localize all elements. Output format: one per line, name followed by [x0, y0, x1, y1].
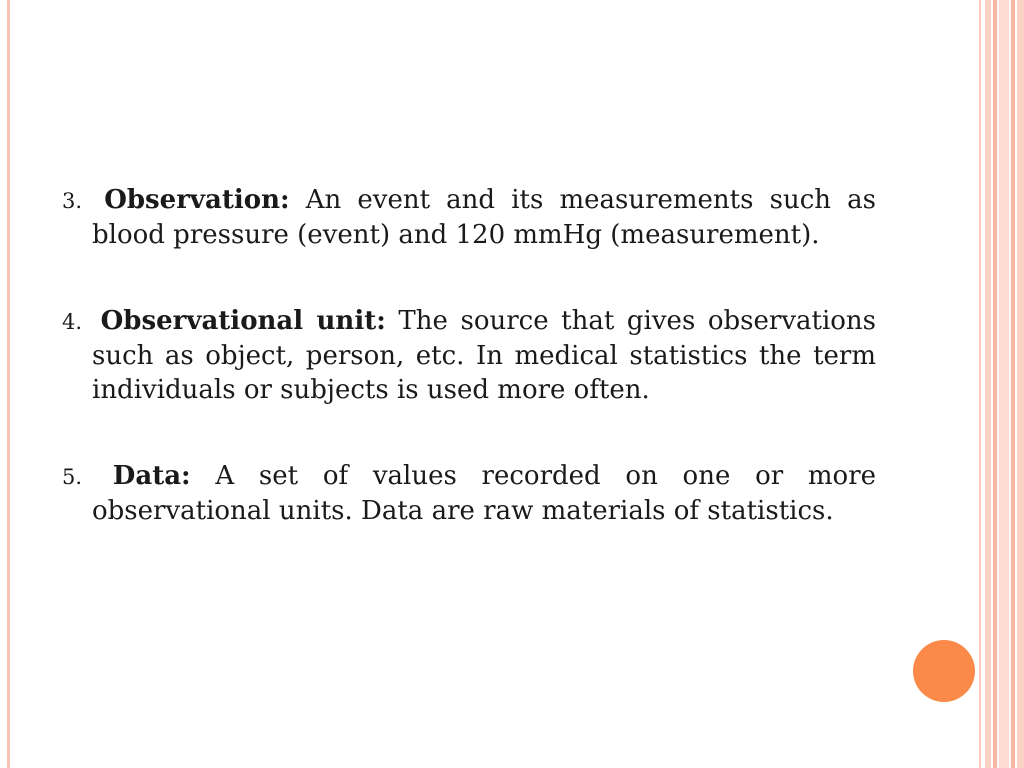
item-term: Observation: — [104, 185, 290, 215]
right-stripe — [1017, 0, 1024, 768]
item-term: Observational unit: — [100, 306, 386, 336]
right-stripe — [1011, 0, 1015, 768]
slide-body — [62, 183, 876, 580]
decorative-circle-icon — [913, 640, 975, 702]
item-text: An event and its measurements such as blood pressure (event) and 120 mmHg (measurement). — [92, 185, 876, 250]
right-stripe — [979, 0, 981, 768]
list-item — [62, 459, 876, 528]
item-term: Data: — [112, 461, 191, 491]
left-border-line — [7, 0, 10, 768]
list-item — [62, 304, 876, 407]
item-text: The source that gives observations such as object, person, etc. In medical statistics the term individuals or subjects is used more often. — [92, 306, 877, 405]
item-number: 5. — [62, 465, 83, 489]
right-stripe — [993, 0, 997, 768]
list-item — [62, 183, 876, 252]
right-stripe — [999, 0, 1009, 768]
item-number: 3. — [62, 189, 83, 213]
item-text: A set of values recorded on one or more observational units. Data are raw materials of statistics. — [92, 461, 877, 526]
right-stripe — [985, 0, 991, 768]
item-number: 4. — [62, 310, 83, 334]
